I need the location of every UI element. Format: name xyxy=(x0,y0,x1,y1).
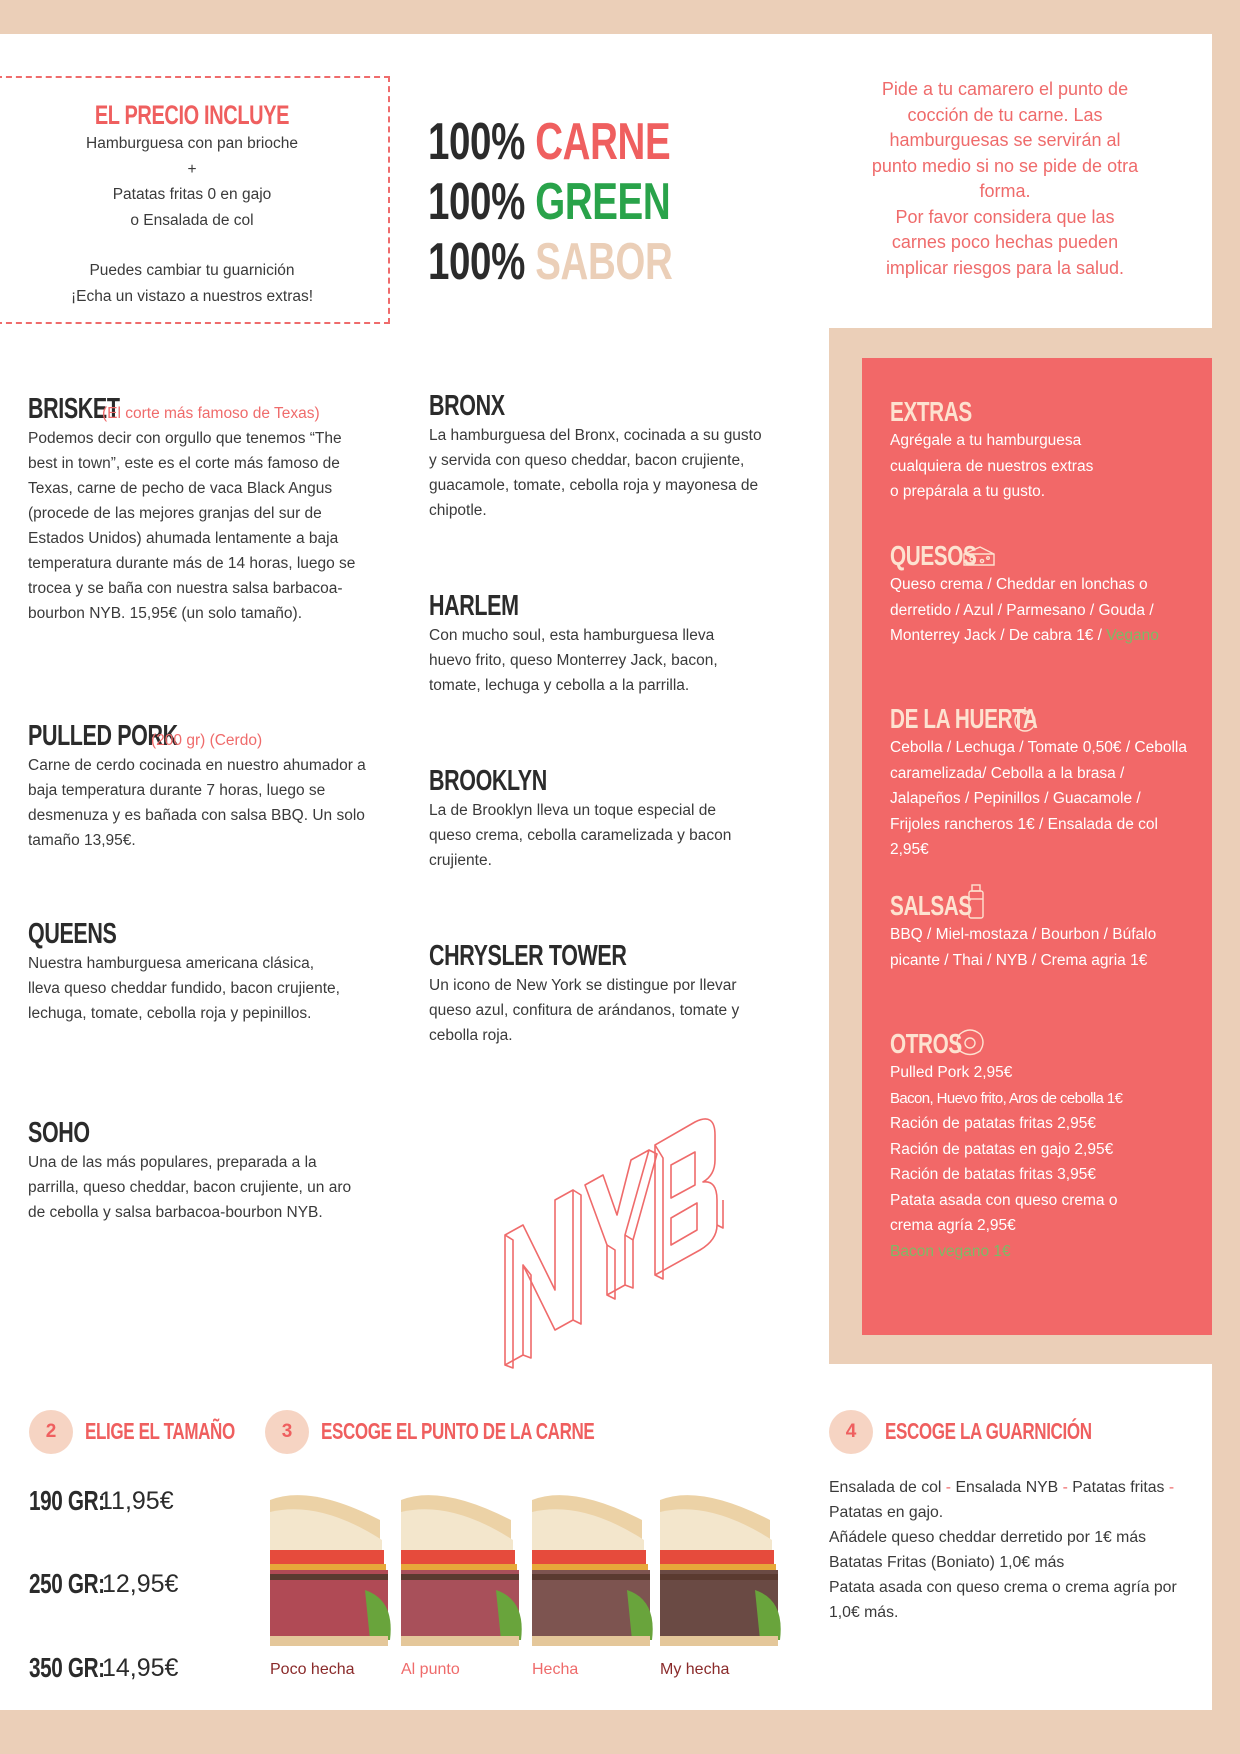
extras-panel xyxy=(862,358,1212,1335)
otros-line: Ración de patatas fritas 2,95€ xyxy=(890,1115,1096,1132)
size-option xyxy=(29,1568,179,1600)
burger-cross-section-image xyxy=(660,1490,785,1652)
doneness-label: Al punto xyxy=(401,1661,460,1678)
otros-line: Ración de patatas en gajo 2,95€ xyxy=(890,1140,1114,1158)
salsas-text: BBQ / Miel-mostaza / Bourbon / Búfalo picante / Thai / NYB / Crema agria 1€ xyxy=(890,926,1157,969)
item-description: Con mucho soul, esta hamburguesa lleva huevo frito, queso Monterrey Jack, bacon, tomate, lechuga y cebolla a la parrilla. xyxy=(429,627,718,694)
extras-title: EXTRAS xyxy=(890,396,972,427)
size-label: 350 GR: xyxy=(29,1652,105,1683)
item-subtitle: (El corte más famoso de Texas) xyxy=(102,405,320,422)
quesos-text: Queso crema / Cheddar en lonchas o derretido / Azul / Parmesano / Gouda / Monterrey Jack / De cabra 1€ / Vegano xyxy=(890,576,1159,644)
item-description: Una de las más populares, preparada a la parrilla, queso cheddar, bacon crujiente, un aro de cebolla y salsa barbacoa-bourbon NYB. xyxy=(28,1154,352,1221)
price-line: ¡Echa un vistazo a nuestros extras! xyxy=(70,287,314,305)
item-description: La de Brooklyn lleva un toque especial de queso crema, cebolla caramelizada y bacon crujiente. xyxy=(429,802,732,869)
slogan-line: 100% CARNE xyxy=(428,113,671,171)
item-description: Carne de cerdo cocinada en nuestro ahumador a baja temperatura durante 7 horas, luego se desmenuza y es bañada con salsa BBQ. Un solo tamaño 13,95€. xyxy=(28,757,366,849)
menu-item-brisket xyxy=(28,393,398,626)
step3-title: ESCOGE EL PUNTO DE LA CARNE xyxy=(321,1418,595,1444)
notice-paragraph: Pide a tu camarero el punto de cocción de tu carne. Las hamburguesas se servirán al punto medio si no se pide de otra forma. xyxy=(871,79,1139,201)
quesos-title: QUESOS xyxy=(890,540,977,571)
cheese-icon xyxy=(962,544,996,568)
item-title: SOHO xyxy=(28,1117,90,1149)
extras-huerta xyxy=(890,703,1190,863)
size-price: 11,95€ xyxy=(99,1487,174,1515)
garnish-line: Patata asada con queso crema o crema agría por 1,0€ más. xyxy=(829,1579,1177,1621)
otros-line: Patata asada con queso crema o xyxy=(890,1191,1118,1209)
slogan xyxy=(428,112,758,292)
menu-item-brooklyn xyxy=(429,765,769,873)
item-title: CHRYSLER TOWER xyxy=(429,940,627,972)
extras-quesos xyxy=(890,540,1190,649)
menu-item-pulled-pork xyxy=(28,720,398,853)
garnish-line: Ensalada de col - Ensalada NYB - Patatas fritas - xyxy=(829,1479,1175,1496)
price-line: Hamburguesa con pan brioche xyxy=(86,135,298,152)
step-number-badge: 3 xyxy=(265,1410,309,1454)
doneness-option xyxy=(270,1490,395,1679)
price-line: o Ensalada de col xyxy=(130,211,254,229)
huerta-text: Cebolla / Lechuga / Tomate 0,50€ / Cebolla caramelizada/ Cebolla a la brasa / Jalapeños / Pepinillos / Guacamole / Frijoles rancheros 1€ / Ensalada de col 2,95€ xyxy=(890,739,1187,858)
menu-item-queens xyxy=(28,918,358,1026)
price-line: Patatas fritas 0 en gajo xyxy=(112,186,272,203)
item-title: BRISKET xyxy=(28,393,120,425)
item-description: Nuestra hamburguesa americana clásica, lleva queso cheddar fundido, bacon crujiente, lechuga, tomate, cebolla roja y pepinillos. xyxy=(28,955,340,1022)
garnish-line: Patatas en gajo. xyxy=(829,1504,944,1521)
step2-title: ELIGE EL TAMAÑO xyxy=(85,1418,235,1444)
garnish-line: Añádele queso cheddar derretido por 1€ más xyxy=(829,1529,1147,1546)
otros-line: Pulled Pork 2,95€ xyxy=(890,1064,1013,1081)
menu-item-bronx xyxy=(429,390,769,523)
garnish-options xyxy=(829,1475,1199,1625)
fried-egg-icon xyxy=(954,1028,986,1058)
vegano-label: Vegano xyxy=(1106,627,1159,644)
item-title: BROOKLYN xyxy=(429,765,547,797)
extras-otros xyxy=(890,1028,1200,1264)
notice-paragraph: Por favor considera que las carnes poco hechas pueden implicar riesgos para la salud. xyxy=(885,206,1125,278)
size-label: 190 GR: xyxy=(29,1485,105,1516)
slogan-line: 100% GREEN xyxy=(428,173,671,231)
nyb-logo xyxy=(495,1100,725,1370)
size-label: 250 GR: xyxy=(29,1568,105,1599)
extras-salsas xyxy=(890,890,1190,973)
item-title: HARLEM xyxy=(429,590,519,622)
burger-cross-section-image xyxy=(532,1490,657,1652)
extras-intro-line: Agrégale a tu hamburguesa xyxy=(890,432,1082,449)
doneness-option xyxy=(532,1490,657,1679)
size-option xyxy=(29,1652,179,1684)
huerta-title: DE LA HUERTA xyxy=(890,703,1038,734)
sauce-bottle-icon xyxy=(966,884,986,920)
cooking-notice xyxy=(870,77,1140,281)
doneness-label: My hecha xyxy=(660,1661,730,1678)
item-description: Podemos decir con orgullo que tenemos “The best in town”, este es el corte más famoso de Texas, carne de pecho de vaca Black Angus (procede de las mejores granjas del sur de Estados Unidos) ahumada lentamente a baja temperatura durante más de 14 horas, luego se trocea y se baña con nuestra salsa barbacoa-bourbon NYB. 15,95€ (un solo tamaño). xyxy=(28,430,356,622)
price-includes-title: EL PRECIO INCLUYE xyxy=(94,100,290,130)
item-title: PULLED PORK xyxy=(28,720,178,752)
step-number-badge: 4 xyxy=(829,1410,873,1454)
price-includes-box xyxy=(0,76,390,324)
doneness-option xyxy=(660,1490,785,1679)
size-price: 12,95€ xyxy=(102,1570,179,1598)
price-line: Puedes cambiar tu guarnición xyxy=(89,262,295,279)
burger-cross-section-image xyxy=(270,1490,395,1652)
doneness-label: Hecha xyxy=(532,1661,579,1678)
bacon-vegano-line: Bacon vegano 1€ xyxy=(890,1242,1011,1260)
item-description: La hamburguesa del Bronx, cocinada a su gusto y servida con queso cheddar, bacon crujiente, guacamole, tomate, cebolla roja y mayonesa de chipotle. xyxy=(429,427,762,519)
doneness-option xyxy=(401,1490,526,1679)
extras-intro-line: o prepárala a tu gusto. xyxy=(890,483,1046,500)
menu-item-chrysler-tower xyxy=(429,940,779,1048)
step-number-badge: 2 xyxy=(29,1410,73,1454)
otros-line: crema agría 2,95€ xyxy=(890,1217,1016,1234)
item-title: QUEENS xyxy=(28,918,117,950)
price-line: + xyxy=(187,160,197,178)
size-option xyxy=(29,1485,174,1517)
garnish-line: Batatas Fritas (Boniato) 1,0€ más xyxy=(829,1554,1065,1571)
burger-cross-section-image xyxy=(401,1490,526,1652)
item-subtitle: (200 gr) (Cerdo) xyxy=(151,732,263,749)
salsas-title: SALSAS xyxy=(890,890,972,921)
otros-line: Ración de batatas fritas 3,95€ xyxy=(890,1166,1096,1183)
doneness-label: Poco hecha xyxy=(270,1661,355,1678)
item-title: BRONX xyxy=(429,390,505,422)
item-description: Un icono de New York se distingue por llevar queso azul, confitura de arándanos, tomate y cebolla roja. xyxy=(429,977,740,1044)
tomato-icon xyxy=(1012,705,1038,733)
slogan-line: 100% SABOR xyxy=(428,233,673,291)
otros-title: OTROS xyxy=(890,1028,962,1059)
extras-intro-line: cualquiera de nuestros extras xyxy=(890,457,1094,475)
otros-line: Bacon, Huevo frito, Aros de cebolla 1€ xyxy=(890,1089,1123,1107)
size-price: 14,95€ xyxy=(102,1654,179,1682)
menu-item-harlem xyxy=(429,590,769,698)
step4-title: ESCOGE LA GUARNICIÓN xyxy=(885,1418,1092,1444)
menu-item-soho xyxy=(28,1117,358,1225)
